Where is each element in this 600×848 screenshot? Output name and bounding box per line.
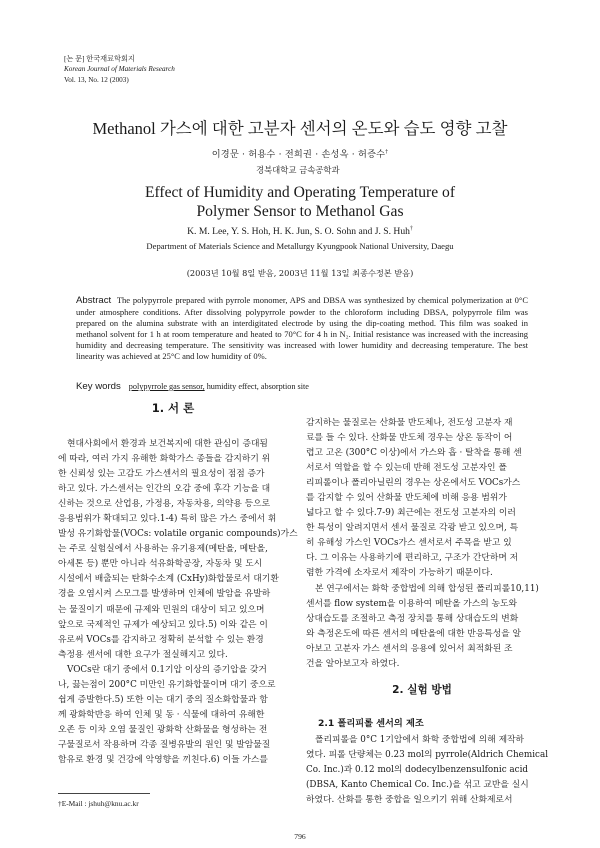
left-column <box>58 437 298 768</box>
body-line: 구물질로서 작용하며 각종 질병유발의 원인 및 발암물질 <box>58 739 271 750</box>
body-line: 감지하는 물질로는 산화물 반도체나, 전도성 고분자 재 <box>306 418 513 428</box>
body-line: 서로서 역할을 할 수 있는데 반해 전도성 고분자인 폴 <box>306 463 507 474</box>
affiliation-korean: 경북대학교 금속공학과 <box>256 165 340 175</box>
body-line: 오존 등 이차 오염 물질인 광화학 산화물을 형성하는 전 <box>58 724 268 735</box>
footnote-rule <box>58 793 150 794</box>
title-korean: Methanol 가스에 대한 고분자 센서의 온도와 습도 영향 고찰 <box>92 119 508 138</box>
body-line: 리피롤이나 폴리아닐린의 경우는 상온에서도 VOCs가스 <box>306 478 521 489</box>
body-line: 다. 그 이유는 사용하기에 편리하고, 구조가 간단하며 저 <box>306 553 519 564</box>
authors-english-names: K. M. Lee, Y. S. Hoh, H. K. Jun, S. O. Sohn and J. S. Huh <box>187 226 410 237</box>
corresponding-mark-en: † <box>409 225 413 232</box>
keyword-underlined: polypyrrole gas sensor, <box>128 382 205 391</box>
journal-volume: Vol. 13, No. 12 (2003) <box>64 75 129 84</box>
body-line: 폴리피롤을 0°C 1기압에서 화학 중합법에 의해 제작하 <box>315 735 525 745</box>
body-line: 센서를 flow system을 이용하여 메탄올 가스의 농도와 <box>306 598 518 609</box>
body-line: 였다. 피롤 단량체는 0.23 mol의 pyrrole(Aldrich Chemical <box>306 750 549 761</box>
title-english <box>0 184 600 221</box>
body-line: 료를 들 수 있다. 산화물 반도체 경우는 상온 동작이 어 <box>306 433 513 444</box>
body-line: 본 연구에서는 화학 중합법에 의해 합성된 폴리피롤10,11) <box>315 583 539 594</box>
body-line: 는 물질이기 때문에 규제와 민원의 대상이 되고 있으며 <box>58 604 265 615</box>
body-line: Co. Inc.)과 0.12 mol의 dodecylbenzensulfonic acid <box>306 765 529 776</box>
section-heading-introduction: 1. 서 론 <box>151 401 195 415</box>
corresponding-mark-ko: † <box>385 148 389 155</box>
body-line: 히 유해성 가스인 VOCs가스 센서로서 주목을 받고 있 <box>306 538 512 549</box>
journal-name-ko: [논 문] 한국재료학회지 <box>64 55 135 63</box>
body-line: 하였다. 산화를 통한 중합을 일으키기 위해 산화제로서 <box>306 795 513 806</box>
right-column <box>306 416 538 672</box>
body-line: 한 신뢰성 있는 고감도 가스센서의 필요성이 점점 증가 <box>58 469 265 480</box>
body-line: 응용범위가 확대되고 있다.1-4) 특히 많은 가스 중에서 휘 <box>58 514 277 525</box>
abstract-text: The polypyrrole prepared with pyrrole monomer, APS and DBSA was synthesized by chemical polymerization at 0°C under atmosphere conditions. After dissolving polypyrrole powder to the chloroform including DBSA, polypyrrole film was prepared on the alumina substrate with an interdigitated electrode by using the dip-coating method. This film was soaked in methanol solvent for 1 h at room temperature and heated to 70°C for 4 h in N₂. Initial resistance was increased with the increasing humidity and decreasing temperature. The sensitivity was increased with lower humidity and decreasing temperature. The best linearity was achieved at 25°C and low humidity of 0%. <box>76 295 528 361</box>
body-line: 함유로 환경 및 건강에 악영향을 끼친다.6) 이들 가스를 <box>58 754 268 765</box>
right-column-continued <box>306 733 549 808</box>
body-line: VOCs란 대기 중에서 0.1기압 이상의 증기압을 갖거 <box>67 664 267 675</box>
body-line: 앞으로 국제적인 규제가 예상되고 있다.5) 이와 같은 이 <box>58 619 268 630</box>
body-line: 렵고 고온 (300°C 이상)에서 가스와 흡 · 탈착을 통해 센 <box>306 448 522 459</box>
journal-header <box>64 54 175 85</box>
body-line: 건을 알아보고자 하였다. <box>306 658 400 669</box>
abstract <box>76 295 528 361</box>
subsection-heading-sensor-fabrication: 2.1 폴리피롤 센서의 제조 <box>318 718 424 729</box>
body-line: 발성 유기화합물(VOCs: volatile organic compounds)가스 <box>58 529 298 540</box>
body-line: 쉽게 증발한다.5) 또한 이는 대기 중의 질소화합물과 함 <box>58 694 268 705</box>
body-line: 하고 있다. 가스센서는 인간의 오감 중에 후각 기능을 대 <box>58 484 271 495</box>
body-line: 에 따라, 여러 가지 유해한 화학가스 종들을 감지하기 위 <box>58 454 271 465</box>
journal-name-en: Korean Journal of Materials Research <box>64 65 175 74</box>
body-line: 현대사회에서 환경과 보건복지에 대한 관심이 증대됨 <box>67 439 268 449</box>
title-english-line-1: Effect of Humidity and Operating Temperature of <box>144 184 456 201</box>
keywords-rest: humidity effect, absorption site <box>204 382 309 391</box>
page-number: 796 <box>294 832 306 841</box>
body-line: 께 광화학반응 하여 인체 및 동 · 식물에 대하여 유해한 <box>58 709 265 720</box>
body-line: (DBSA, Kanto Chemical Co. Inc.)을 섞고 교반을 실시 <box>306 780 529 791</box>
abstract-label: Abstract <box>76 295 112 306</box>
body-line: 경을 오염시켜 스모그를 발생하며 인체에 발암을 유발하 <box>58 589 271 600</box>
body-line: 시설에서 배출되는 탄화수소계 (CxHy)화합물로서 대기환 <box>58 574 279 585</box>
body-line: 아세톤 등) 뿐만 아니라 석유화학공장, 자동차 및 도시 <box>58 559 263 570</box>
title-english-line-2: Polymer Sensor to Methanol Gas <box>196 202 404 220</box>
body-line: 와 측정온도에 따른 센서의 메탄올에 대한 반응특성을 알 <box>306 628 522 639</box>
body-line: 넓다고 할 수 있다.7-9) 최근에는 전도성 고분자의 이러 <box>306 508 516 519</box>
body-line: 측정용 센서에 대한 요구가 절실해지고 있다. <box>58 649 228 660</box>
body-line: 한 특성이 알려지면서 센서 물질로 각광 받고 있으며, 특 <box>306 523 519 534</box>
body-line: 를 감지할 수 있어 산화물 반도체에 비해 응용 범위가 <box>306 493 507 504</box>
authors-korean <box>0 146 600 160</box>
authors-english <box>0 226 600 237</box>
body-line: 신하는 것으로 산업용, 가정용, 자동차용, 의약용 등으로 <box>58 499 271 510</box>
body-line: 아보고 고분자 가스 센서의 응용에 있어서 최적화된 조 <box>306 643 513 654</box>
received-dates: (2003년 10월 8일 받음, 2003년 11월 13일 최종수정본 받음) <box>186 268 414 278</box>
keywords <box>76 381 309 392</box>
authors-korean-names: 이경문 · 허용수 · 전희권 · 손성옥 · 허증수 <box>211 149 386 160</box>
body-line: 나, 끓는점이 200°C 미만인 유기화합물이며 대기 중으로 <box>58 679 276 690</box>
body-line: 상대습도를 조절하고 측정 장치를 통해 상대습도의 변화 <box>306 613 519 624</box>
footnote-email: †E-Mail : jshuh@knu.ac.kr <box>58 799 139 808</box>
body-line: 유로써 VOCs를 감지하고 정확히 분석할 수 있는 환경 <box>58 634 264 645</box>
body-line: 렴한 가격에 소자로서 제작이 가능하기 때문이다. <box>306 568 493 579</box>
affiliation-english: Department of Materials Science and Metallurgy Kyungpook National University, Daegu <box>146 241 454 251</box>
section-heading-methods: 2. 실험 방법 <box>392 684 452 696</box>
body-line: 는 주로 실험실에서 사용하는 유기용제(메탄올, 메탄올, <box>58 544 268 555</box>
keywords-label: Key words <box>76 381 121 392</box>
